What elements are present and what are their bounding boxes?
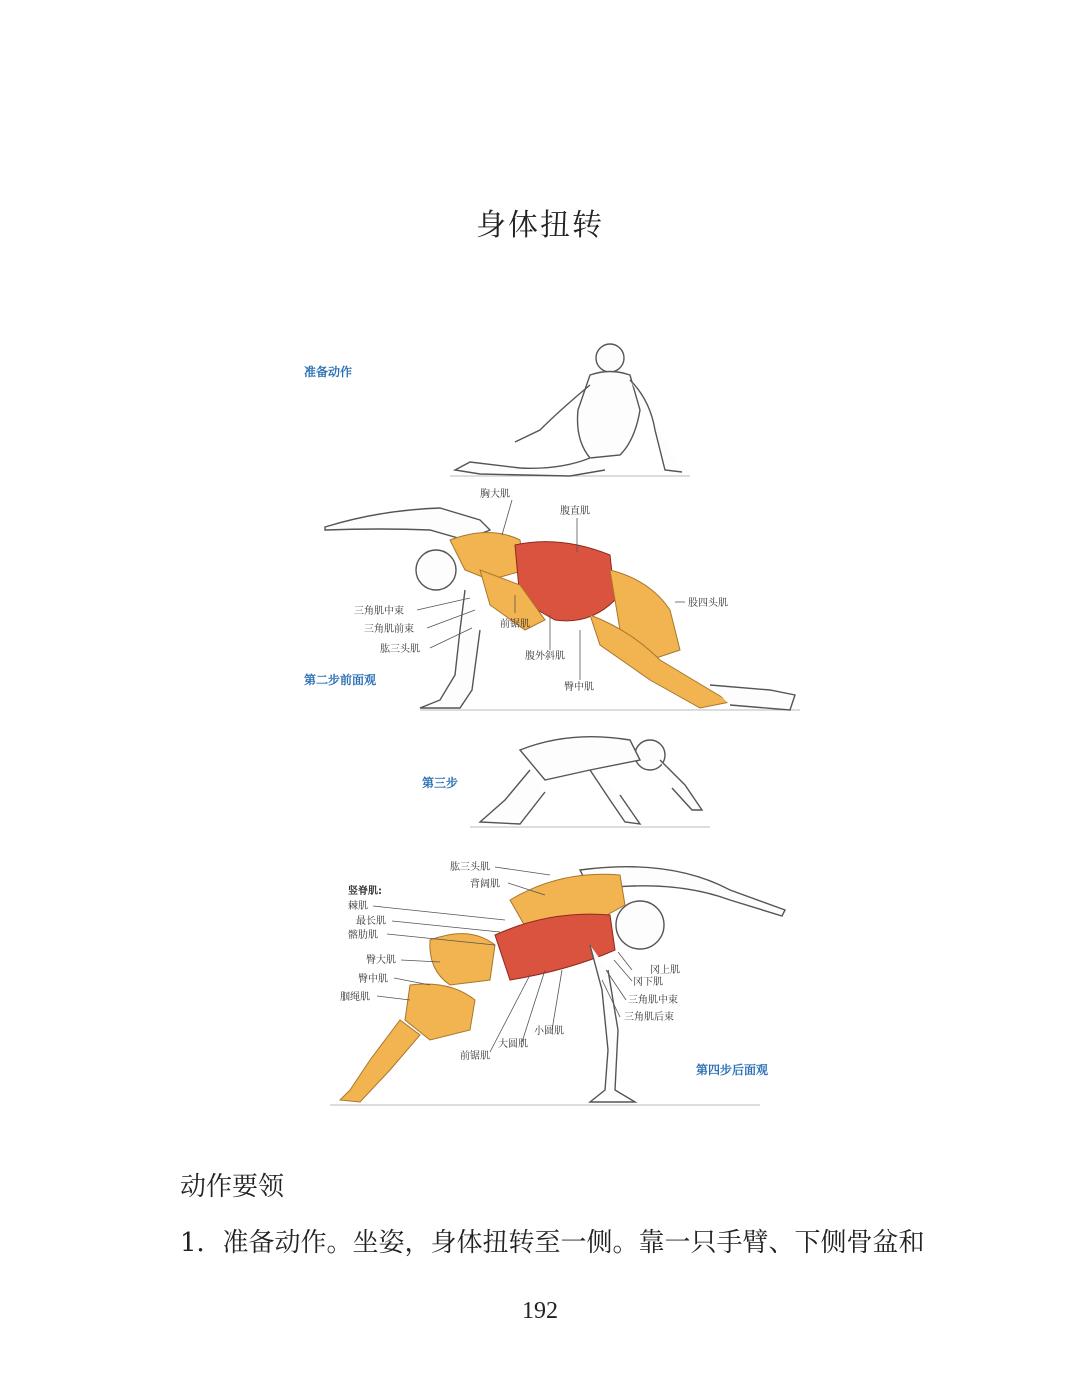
label-quadriceps: 股四头肌 [688,598,728,609]
label-gluteus-maximus: 臀大肌 [366,955,396,966]
step-label-step3: 第三步 [422,776,459,790]
label-triceps-front: 肱三头肌 [380,644,420,655]
page-title: 身体扭转 [476,208,604,243]
label-infraspinatus: 冈下肌 [633,977,663,988]
label-iliocostalis: 髂肋肌 [348,930,378,941]
label-teres-minor: 小圆肌 [534,1026,564,1037]
label-longissimus: 最长肌 [356,916,386,927]
step2-figure [325,500,800,710]
step-label-step2: 第二步前面观 [304,673,377,687]
step-label-step4: 第四步后面观 [696,1063,769,1077]
label-external-oblique: 腹外斜肌 [525,651,565,662]
label-gluteus-medius-back: 臀中肌 [358,974,388,985]
label-erector-spinae: 竖脊肌: [348,886,382,897]
label-gluteus-medius-front: 臀中肌 [564,682,594,693]
label-supraspinatus: 冈上肌 [650,965,680,976]
page-number: 192 [522,1298,558,1324]
label-serratus-anterior-front: 前锯肌 [500,619,530,630]
label-deltoid-posterior: 三角肌后束 [624,1012,674,1023]
label-spinalis: 棘肌 [348,901,368,912]
label-deltoid-middle-front: 三角肌中束 [354,606,404,617]
label-triceps-back: 肱三头肌 [450,862,490,873]
label-pectoralis-major: 胸大肌 [480,489,510,500]
label-teres-major: 大圆肌 [498,1039,528,1050]
label-deltoid-middle-back: 三角肌中束 [628,995,678,1006]
section-heading: 动作要领 [180,1172,285,1202]
label-deltoid-anterior: 三角肌前束 [364,624,414,635]
step-1-text: 1．准备动作。坐姿，身体扭转至一侧。靠一只手臂、下侧骨盆和 [180,1228,925,1258]
label-hamstrings: 腘绳肌 [340,992,370,1003]
step-label-prep: 准备动作 [304,365,353,379]
prep-figure [450,344,690,476]
step3-figure [470,737,710,827]
anatomy-illustration [290,330,810,1120]
label-serratus-anterior-back: 前锯肌 [460,1051,490,1062]
label-rectus-abdominis: 腹直肌 [560,506,590,517]
label-latissimus-dorsi: 背阔肌 [470,879,500,890]
